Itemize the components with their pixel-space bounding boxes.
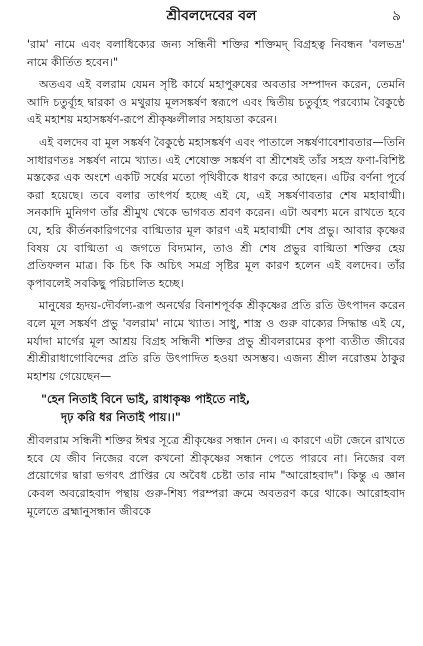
paragraph-closing: শ্রীবলরাম সন্ধিনী শক্তির ঈশ্বর সূত্রে শ্রীকৃষ্ণের সন্ধান দেন। এ কারণে এটা জেনে রাখতে হবে যে জীব নিজের বলে কখনো শ্রীকৃষ্ণের সন্ধান পেতে পারবে না। নিজের বল প্রয়োগের দ্বারা ভগবৎ প্রাপ্তির যে অবৈধ চেষ্টা তার নাম "আরোহবাদ"। কিন্তু এ জ্ঞান কেবল অবরোহবাদ পন্থায় গুরু-শিষ্য পরম্পরা ক্রমে অবতরণ করে থাকে। আরোহবাদ মূলেতে ব্রহ্মানুসন্ধান জীবকে (27, 434, 405, 518)
body-text (27, 36, 405, 525)
page-number: ৯ (391, 8, 401, 24)
verse-line-1: "হেন নিতাই বিনে ভাই, রাধাকৃষ্ণ পাইতে নাই, (41, 392, 251, 407)
paragraph-balaram-avatar: অতএব এই বলরাম যেমন সৃষ্টি কার্যে মহাপুরুষের অবতার সম্পাদন করেন, তেমনি আদি চতুর্ব্যূহ দ্বারকা ও মথুরায় মূলসঙ্কর্ষণ স্বরূপে এবং দ্বিতীয় চতুর্ব্যূহ পরব্যোম বৈকুণ্ঠে এই মহাশয় মহাসঙ্কর্ষণ-রূপে শ্রীকৃষ্ণলীলার সহায়তা করেন। (27, 78, 405, 127)
running-title: শ্রীবলদেবের বল (166, 8, 257, 24)
paragraph-sankarshana: এই বলদেব বা মূল সঙ্কর্ষণ বৈকুণ্ঠে মহাসঙ্কর্ষণ এবং পাতালে সঙ্কর্ষণাবেশাবতার—তিনি সাধারণতঃ সঙ্কর্ষণ নামে খ্যাত। এই শেষোক্ত সঙ্কর্ষণ বা শ্রীশেষই তাঁর সহস্র ফণা-বিশিষ্ট মস্তকের এক অংশে একটি সর্ষের মতো পৃথিবীকে ধারণ করে আছেন। এটির বর্ণনা পূর্বে করা হয়েছে। তবে বলার তাৎপর্য হচ্ছে এই যে, এই সঙ্কর্ষণাবতার শেষ মহাবাগ্মী। সনকাদি মুনিগণ তাঁর শ্রীমুখ থেকে ভাগবত শ্রবণ করেন। এটা অবশ্য মনে রাখতে হবে যে, হরি কীর্তনকারিগণের বাগ্মিতার মূল কারণ এই মহাবাগ্মী শেষ প্রভু। আবার কৃষ্ণের বিষয় যে বাগ্মিতা এ জগতে বিদ্যমান, তাও শ্রী শেষ প্রভুর বাগ্মিতা শক্তির হেয় প্রতিফলন মাত্র। কি চিৎ কি অচিৎ সমগ্র সৃষ্টির মূল কারণ হলেন এই বলদেব। তাঁর কৃপাবলেই সবকিছু পরিচালিত হচ্ছে। (27, 135, 405, 290)
page-header (0, 6, 423, 28)
verse-line-2: দৃঢ় করি ধর নিতাই পায়।।" (61, 410, 181, 425)
verse-quote (41, 390, 405, 426)
paragraph-continuation: 'রাম' নামে এবং বলাধিক্যের জন্য সন্ধিনী শক্তির শক্তিমদ্ বিগ্রহত্ব নিবন্ধন 'বলভদ্র' নামে কীর্তিত হবেন।" (27, 38, 405, 69)
paragraph-heart-weakness: মানুষের হৃদয়-দৌর্বল্য-রূপ অনর্থের বিনাশপূর্বক শ্রীকৃষ্ণের প্রতি রতি উৎপাদন করেন বলে মূল সঙ্কর্ষণ প্রভু 'বলরাম' নামে খ্যাত। সাধু, শাস্ত্র ও গুরু বাক্যের সিদ্ধান্ত এই যে, মর্যাদা মার্গের মূল আশ্রয় বিগ্রহ সন্ধিনী শক্তির প্রভু শ্রীবলরামের কৃপা ব্যতীত জীবের শ্রীশ্রীরাধাগোবিন্দের প্রতি রতি উৎপাদিত হওয়া অসম্ভব। এজন্য শ্রীল নরোত্তম ঠাকুর মহাশয় গেয়েছেন— (27, 299, 405, 383)
